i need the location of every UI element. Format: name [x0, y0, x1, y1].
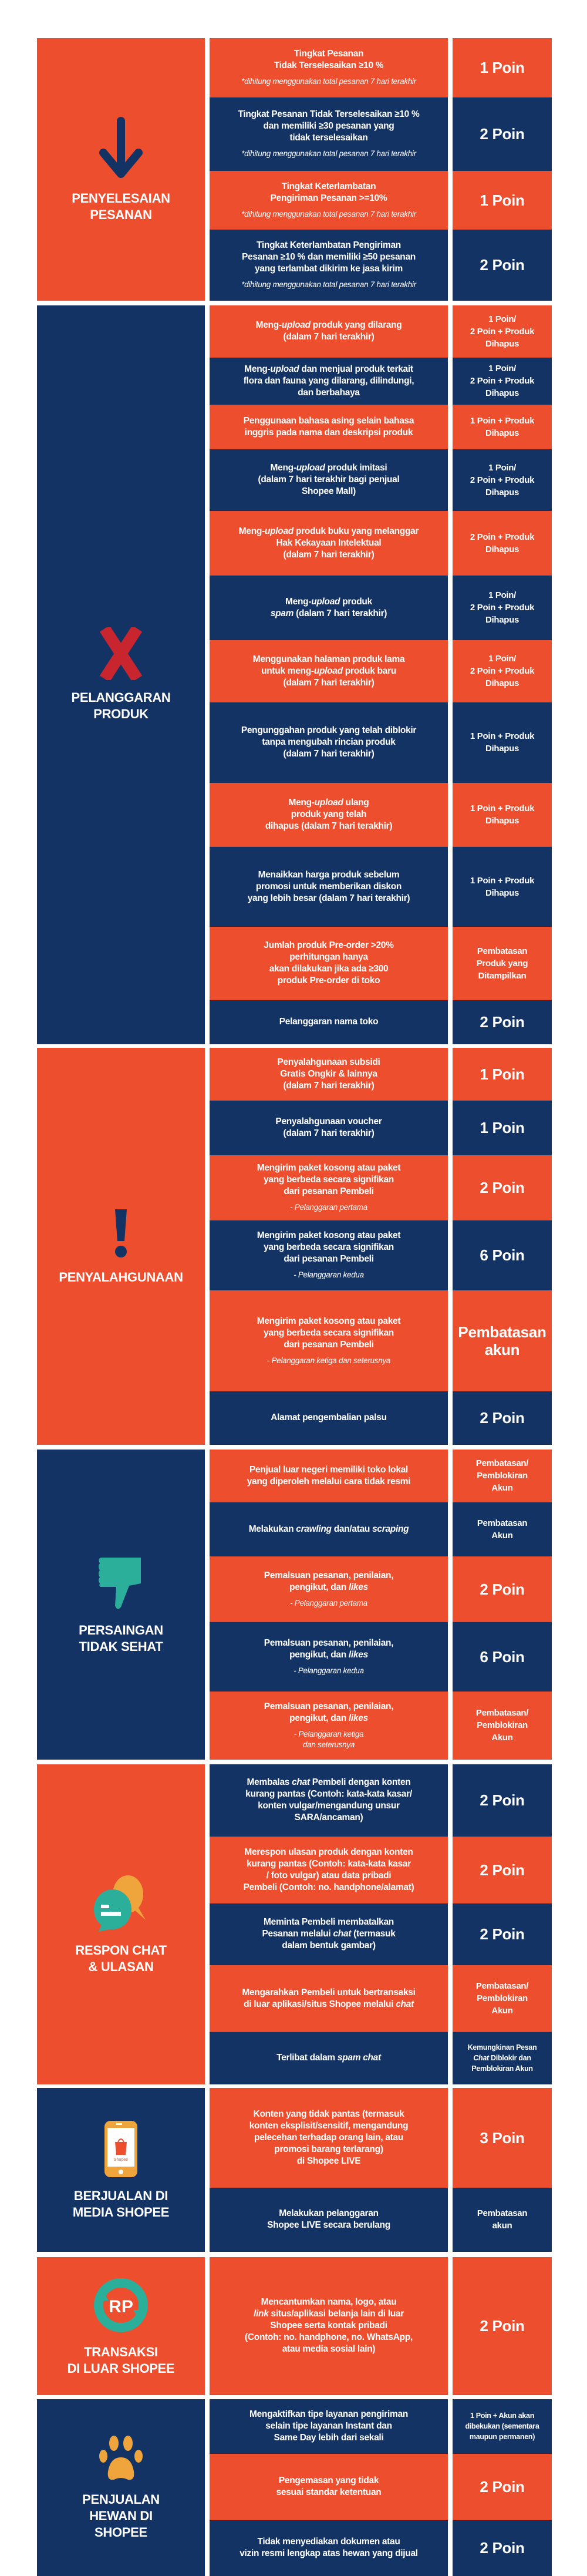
violation-text: Tingkat Pesanan Tidak Terselesaikan ≥10 % — [274, 49, 384, 70]
italic-term: Chat — [473, 2054, 489, 2062]
penalty-cell — [453, 2454, 552, 2520]
penalty-points: 1 Poin — [480, 59, 525, 76]
penalty-cell — [453, 1290, 552, 1391]
violation-text: Jumlah produk Pre-order >20% perhitungan hanya akan dilakukan jika ada ≥300 produk Pre-order di toko — [264, 940, 394, 986]
penalty-cell — [453, 1000, 552, 1044]
penalty-cell — [453, 2188, 552, 2252]
penalty-cell — [453, 1904, 552, 1965]
penalty-points: 2 Poin — [480, 1409, 525, 1427]
italic-term: crawling — [296, 1524, 332, 1534]
penalty-points: 2 Poin — [480, 1179, 525, 1196]
violation-note: - Pelanggaran ketiga dan seterusnya — [266, 1356, 391, 1365]
violation-cell — [210, 511, 448, 576]
penalty-points: 1 Poin/ 2 Poin + Produk Dihapus — [470, 462, 535, 497]
penalty-points: Pembatasan/ Pemblokiran Akun — [475, 1458, 529, 1493]
exclamation-icon — [109, 1207, 133, 1260]
penalty-points: 2 Poin — [480, 1013, 525, 1031]
penalty-column — [453, 1450, 552, 1760]
penalty-cell — [453, 38, 552, 97]
penalty-cell — [453, 2032, 552, 2084]
violation-cell — [210, 847, 448, 927]
penalty-column — [453, 1764, 552, 2084]
penalty-cell — [453, 1048, 552, 1101]
violation-cell — [210, 1391, 448, 1445]
penalty-points: 2 Poin — [480, 1861, 525, 1879]
violation-cell — [210, 449, 448, 511]
violation-cell — [210, 1904, 448, 1965]
penalty-section — [37, 2399, 552, 2576]
violation-text: Penyalahgunaan voucher (dalam 7 hari terakhir) — [275, 1117, 382, 1138]
penalty-cell — [453, 1220, 552, 1290]
violation-cell — [210, 1502, 448, 1556]
violation-cell — [210, 1155, 448, 1220]
violation-text: Tingkat Keterlambatan Pengiriman Pesanan >=10% — [270, 181, 387, 203]
category-respon-chat-ulasan — [37, 1764, 205, 2084]
violation-cell — [210, 2520, 448, 2576]
penalty-column — [453, 2399, 552, 2576]
italic-term: likes — [348, 1582, 368, 1592]
violation-text: Merespon ulasan produk dengan konten kurang pantas (Contoh: kata-kata kasar / foto vulgar) atau data pribadi Pembeli (Contoh: no. handphone/alamat) — [243, 1847, 414, 1892]
violation-cell — [210, 1622, 448, 1691]
penalty-points: 1 Poin + Produk Dihapus — [470, 875, 535, 898]
penalty-cell — [453, 927, 552, 1000]
violation-text: Meng-upload produk buku yang melanggar Hak Kekayaan Intelektual (dalam 7 hari terakhir) — [238, 526, 419, 560]
violation-note: *dihitung menggunakan total pesanan 7 hari terakhir — [241, 280, 416, 289]
penalty-points: 1 Poin — [480, 1065, 525, 1083]
violation-cell — [210, 1450, 448, 1502]
italic-term: upload — [270, 364, 299, 374]
penalty-points: 1 Poin + Produk Dihapus — [470, 415, 535, 438]
penalty-points: Kemungkinan Pesan Chat Diblokir dan Pemblokiran Akun — [467, 2043, 537, 2073]
violation-column — [210, 1764, 448, 2084]
penalty-points: 1 Poin + Akun akan dibekukan (sementara maupun permanen) — [465, 2412, 539, 2441]
violation-cell — [210, 927, 448, 1000]
penalty-points: 1 Poin/ 2 Poin + Produk Dihapus — [470, 654, 535, 688]
violation-text: Penjual luar negeri memiliki toko lokal yang diperoleh melalui cara tidak resmi — [247, 1464, 411, 1487]
italic-term: chat — [333, 1929, 352, 1939]
category-persaingan-tidak-sehat — [37, 1450, 205, 1760]
penalty-points: 3 Poin — [480, 2128, 525, 2147]
violation-text: Mengirim paket kosong atau paket yang berbeda secara signifikan dari pesanan Pembeli — [257, 1316, 401, 1350]
violation-note: *dihitung menggunakan total pesanan 7 hari terakhir — [241, 149, 416, 158]
penalty-cell — [453, 1502, 552, 1556]
penalty-column — [453, 305, 552, 1044]
violation-cell — [210, 2257, 448, 2395]
penalty-points: 1 Poin/ 2 Poin + Produk Dihapus — [470, 314, 535, 349]
violation-cell — [210, 1556, 448, 1622]
violation-text: Penggunaan bahasa asing selain bahasa inggris pada nama dan deskripsi produk — [243, 415, 414, 438]
penalty-column — [453, 2088, 552, 2252]
penalty-section — [37, 1764, 552, 2084]
violation-column — [210, 1450, 448, 1760]
penalty-column — [453, 38, 552, 301]
category-penjualan-hewan-di-shopee — [37, 2399, 205, 2576]
penalty-cell — [453, 702, 552, 783]
violation-cell — [210, 2399, 448, 2454]
italic-term: upload — [314, 798, 343, 808]
category-label: BERJUALAN DI MEDIA SHOPEE — [72, 2188, 170, 2219]
penalty-cell — [453, 1965, 552, 2032]
penalty-cell — [453, 2399, 552, 2454]
category-label: PENYELESAIAN PESANAN — [72, 190, 170, 222]
violation-cell — [210, 1048, 448, 1101]
penalty-cell — [453, 1450, 552, 1502]
violation-text: Meng-upload dan menjual produk terkait flora dan fauna yang dilarang, dilindungi, dan berbahaya — [243, 364, 414, 398]
violation-text: Mengarahkan Pembeli untuk bertransaksi di luar aplikasi/situs Shopee melalui chat — [242, 1987, 416, 2009]
italic-term: chat — [292, 1777, 310, 1787]
penalty-points: 2 Poin — [480, 1925, 525, 1943]
violation-column — [210, 2399, 448, 2576]
italic-term: upload — [313, 665, 343, 676]
violation-text: Meng-upload produk yang dilarang (dalam 7 hari terakhir) — [255, 320, 402, 342]
violation-note: - Pelanggaran pertama — [290, 1203, 367, 1212]
violation-text: Melakukan pelanggaran Shopee LIVE secara berulang — [267, 2208, 390, 2230]
x-mark-icon — [95, 627, 147, 680]
violation-cell — [210, 1837, 448, 1904]
thumbs-down-icon — [97, 1554, 144, 1613]
violation-cell — [210, 1290, 448, 1391]
violation-cell — [210, 405, 448, 449]
penalty-points: Pembatasan Akun — [477, 1518, 528, 1541]
violation-column — [210, 305, 448, 1044]
penalty-points: 2 Poin — [480, 2317, 525, 2335]
category-label: PERSAINGAN TIDAK SEHAT — [79, 1623, 163, 1654]
italic-term: upload — [296, 463, 325, 473]
penalty-cell — [453, 2088, 552, 2188]
penalty-column — [453, 1048, 552, 1445]
violation-text: Melakukan crawling dan/atau scraping — [248, 1524, 409, 1534]
violation-cell — [210, 38, 448, 97]
violation-cell — [210, 230, 448, 301]
penalty-points: 2 Poin — [480, 1580, 525, 1598]
violation-cell — [210, 97, 448, 171]
italic-term: likes — [348, 1713, 368, 1723]
svg-text:RP: RP — [109, 2296, 133, 2316]
violation-note: *dihitung menggunakan total pesanan 7 hari terakhir — [241, 77, 416, 86]
violation-text: Pelanggaran nama toko — [279, 1017, 379, 1027]
penalty-cell — [453, 171, 552, 230]
violation-text: Menggunakan halaman produk lama untuk meng-upload produk baru (dalam 7 hari terakhir) — [252, 654, 405, 688]
penalty-points: 2 Poin — [480, 1791, 525, 1809]
violation-text: Mengirim paket kosong atau paket yang berbeda secara signifikan dari pesanan Pembeli — [257, 1230, 401, 1264]
violation-text: Tidak menyediakan dokumen atau vizin resmi lengkap atas hewan yang dijual — [239, 2537, 418, 2558]
penalty-cell — [453, 97, 552, 171]
penalty-cell — [453, 511, 552, 576]
italic-term: spam — [270, 608, 294, 618]
violation-text: Pemalsuan pesanan, penilaian, pengikut, dan likes — [264, 1570, 394, 1592]
penalty-section — [37, 2088, 552, 2252]
italic-term: likes — [348, 1649, 368, 1660]
violation-cell — [210, 1764, 448, 1837]
penalty-points: 6 Poin — [480, 1647, 525, 1666]
penalty-cell — [453, 640, 552, 702]
violation-cell — [210, 1101, 448, 1155]
violation-text: Meng-upload produk imitasi (dalam 7 hari terakhir bagi penjual Shopee Mall) — [258, 463, 400, 496]
violation-cell — [210, 1691, 448, 1760]
violation-text: Mengirim paket kosong atau paket yang berbeda secara signifikan dari pesanan Pembeli — [257, 1163, 401, 1196]
penalty-cell — [453, 1101, 552, 1155]
violation-note: - Pelanggaran pertama — [290, 1598, 367, 1608]
penalty-points: 1 Poin + Produk Dihapus — [470, 803, 535, 826]
penalty-column — [453, 2257, 552, 2395]
category-label: RESPON CHAT & ULASAN — [75, 1942, 167, 1974]
violation-cell — [210, 1965, 448, 2032]
arrow-down-icon — [97, 116, 144, 181]
violation-text: Tingkat Pesanan Tidak Terselesaikan ≥10 % dan memiliki ≥30 pesanan yang tidak terselesaikan — [238, 109, 420, 143]
svg-text:Shopee: Shopee — [113, 2157, 129, 2162]
violation-cell — [210, 2088, 448, 2188]
penalty-points: 2 Poin — [480, 256, 525, 274]
penalty-points: 2 Poin + Produk Dihapus — [470, 532, 535, 554]
penalty-cell — [453, 449, 552, 511]
violation-column — [210, 1048, 448, 1445]
violation-text: Pemalsuan pesanan, penilaian, pengikut, dan likes — [264, 1637, 394, 1660]
penalty-points: 6 Poin — [480, 1246, 525, 1264]
penalty-points: 1 Poin + Produk Dihapus — [470, 731, 535, 754]
category-label: PENJUALAN HEWAN DI SHOPEE — [82, 2491, 160, 2540]
violation-text: Pengemasan yang tidak sesuai standar ketentuan — [276, 2476, 382, 2497]
rupiah-exchange-icon — [89, 2276, 153, 2335]
penalty-section — [37, 2257, 552, 2395]
violation-text: Meng-upload ulang produk yang telah dihapus (dalam 7 hari terakhir) — [265, 798, 393, 831]
violation-note: - Pelanggaran kedua — [294, 1270, 364, 1279]
violation-cell — [210, 2454, 448, 2520]
category-berjualan-di-media-shopee — [37, 2088, 205, 2252]
penalty-cell — [453, 576, 552, 640]
italic-term: chat — [396, 1999, 414, 2009]
violation-text: Tingkat Keterlambatan Pengiriman Pesanan ≥10 % dan memiliki ≥50 pesanan yang terlambat dikirim ke jasa kirim — [242, 240, 416, 274]
violation-text: Pengunggahan produk yang telah diblokir tanpa mengubah rincian produk (dalam 7 hari terakhir) — [241, 725, 417, 759]
penalty-cell — [453, 230, 552, 301]
penalty-section — [37, 305, 552, 1044]
violation-text: Membalas chat Pembeli dengan konten kurang pantas (Contoh: kata-kata kasar/ konten vulgar/mengandung unsur SARA/ancaman) — [245, 1777, 412, 1822]
penalty-points: 1 Poin/ 2 Poin + Produk Dihapus — [470, 590, 535, 625]
category-label: PELANGGARAN PRODUK — [71, 690, 171, 721]
violation-cell — [210, 1220, 448, 1290]
penalty-cell — [453, 1764, 552, 1837]
penalty-cell — [453, 1691, 552, 1760]
violation-cell — [210, 305, 448, 358]
italic-term: upload — [281, 320, 311, 330]
penalty-cell — [453, 305, 552, 358]
penalty-points: Pembatasan akun — [477, 2208, 528, 2231]
paw-icon — [97, 2435, 144, 2482]
violation-cell — [210, 1000, 448, 1044]
violation-cell — [210, 576, 448, 640]
penalty-cell — [453, 2257, 552, 2395]
violation-text: Mencantumkan nama, logo, atau link situs/aplikasi belanja lain di luar Shopee serta kontak pribadi (Contoh: no. handphone, no. WhatsApp, atau media sosial lain) — [245, 2297, 413, 2354]
category-pelanggaran-produk — [37, 305, 205, 1044]
penalty-points: 1 Poin — [480, 1119, 525, 1136]
violation-cell — [210, 702, 448, 783]
penalty-points: Pembatasan akun — [458, 1323, 546, 1358]
italic-term: link — [254, 2309, 269, 2319]
penalty-cell — [453, 358, 552, 405]
category-penyelesaian-pesanan — [37, 38, 205, 301]
violation-cell — [210, 783, 448, 847]
penalty-cell — [453, 1556, 552, 1622]
violation-text: Menaikkan harga produk sebelum promosi untuk memberikan diskon yang lebih besar (dalam 7 hari terakhir) — [247, 869, 410, 903]
penalty-section — [37, 1450, 552, 1760]
italic-term: scraping — [372, 1524, 409, 1534]
violation-text: Penyalahgunaan subsidi Gratis Ongkir & lainnya (dalam 7 hari terakhir) — [277, 1057, 380, 1091]
violation-cell — [210, 2188, 448, 2252]
violation-note: *dihitung menggunakan total pesanan 7 hari terakhir — [241, 209, 416, 218]
penalty-points: Pembatasan/ Pemblokiran Akun — [475, 1708, 529, 1743]
violation-text: Mengaktifkan tipe layanan pengiriman selain tipe layanan Instant dan Same Day lebih dari sekali — [249, 2409, 408, 2443]
category-penyalahgunaan — [37, 1048, 205, 1445]
italic-term: spam chat — [337, 2053, 381, 2063]
chat-bubbles-icon — [92, 1874, 150, 1933]
penalty-cell — [453, 1155, 552, 1220]
penalty-points: 2 Poin — [480, 125, 525, 143]
violation-cell — [210, 358, 448, 405]
penalty-points: 1 Poin — [480, 191, 525, 209]
shopee-phone-icon — [103, 2120, 139, 2178]
category-label: PENYALAHGUNAAN — [59, 1270, 183, 1284]
violation-text: Terlibat dalam spam chat — [276, 2053, 381, 2063]
violation-column — [210, 2088, 448, 2252]
penalty-cell — [453, 2520, 552, 2576]
violation-note: - Pelanggaran ketiga dan seterusnya — [294, 1729, 364, 1749]
violation-cell — [210, 2032, 448, 2084]
penalty-cell — [453, 783, 552, 847]
penalty-points: 2 Poin — [480, 2478, 525, 2496]
penalty-cell — [453, 1391, 552, 1445]
penalty-points: 2 Poin — [480, 2539, 525, 2557]
violation-text: Konten yang tidak pantas (termasuk konten eksplisit/sensitif, mengandung pelecehan terhadap orang lain, atau promosi barang terlarang) di Shopee LIVE — [249, 2108, 409, 2166]
violation-text: Meminta Pembeli membatalkan Pesanan melalui chat (termasuk dalam bentuk gambar) — [262, 1917, 396, 1951]
italic-term: upload — [311, 596, 340, 607]
violation-column — [210, 2257, 448, 2395]
violation-cell — [210, 640, 448, 702]
violation-text: Meng-upload produk spam (dalam 7 hari terakhir) — [270, 596, 387, 618]
italic-term: upload — [264, 526, 294, 536]
penalty-section — [37, 1048, 552, 1445]
penalty-cell — [453, 405, 552, 449]
penalty-points: Pembatasan Produk yang Ditampilkan — [476, 946, 528, 981]
violation-note: - Pelanggaran kedua — [294, 1666, 364, 1675]
violation-text: Pemalsuan pesanan, penilaian, pengikut, dan likes — [264, 1701, 394, 1723]
penalty-points: Pembatasan/ Pemblokiran Akun — [475, 1981, 529, 2016]
violation-cell — [210, 171, 448, 230]
penalty-section — [37, 38, 552, 301]
violation-text: Alamat pengembalian palsu — [271, 1413, 387, 1422]
penalty-cell — [453, 1622, 552, 1691]
violation-column — [210, 38, 448, 301]
category-label: TRANSAKSI DI LUAR SHOPEE — [67, 2344, 175, 2376]
penalty-points: 1 Poin/ 2 Poin + Produk Dihapus — [470, 364, 535, 398]
penalty-cell — [453, 1837, 552, 1904]
category-transaksi-di-luar-shopee — [37, 2257, 205, 2395]
penalty-cell — [453, 847, 552, 927]
